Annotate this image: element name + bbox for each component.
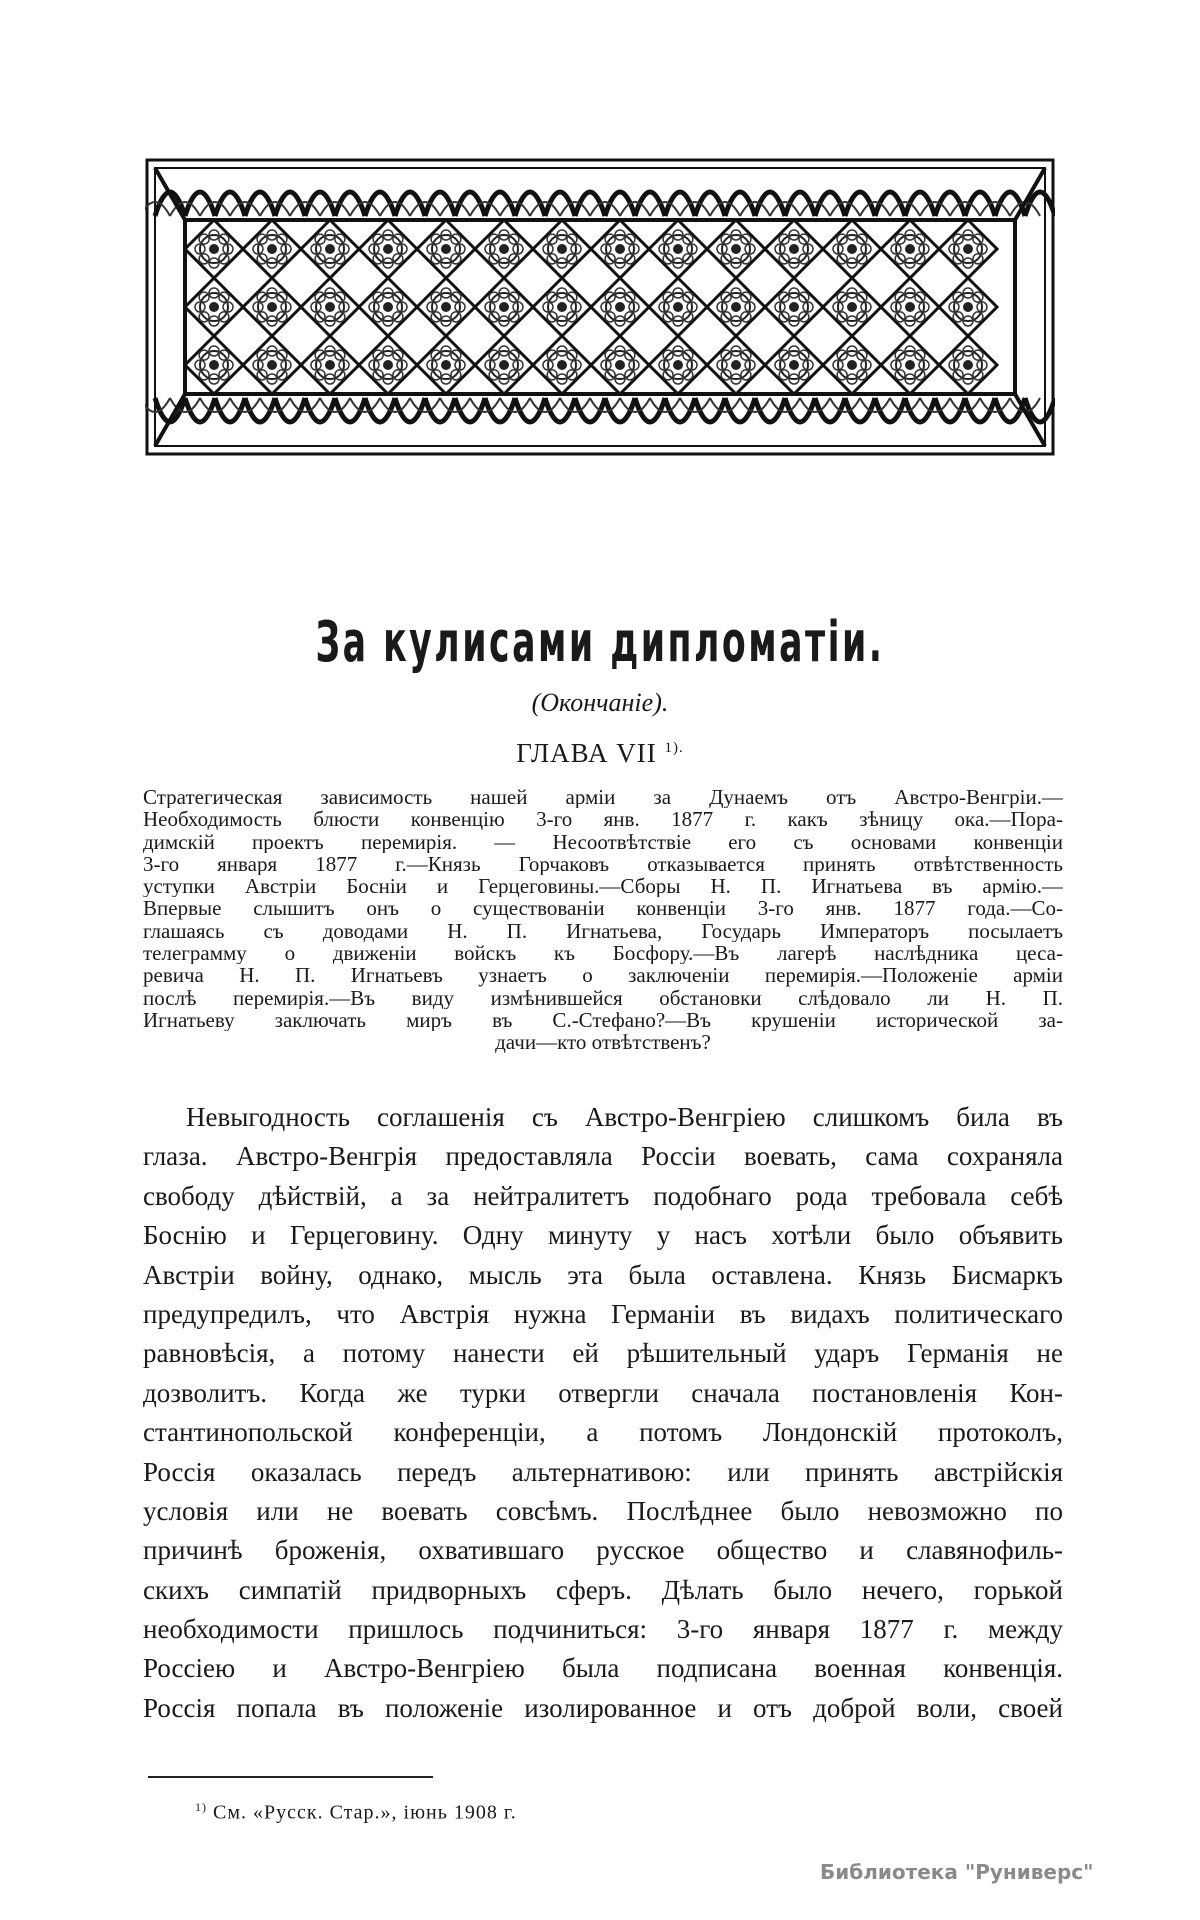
ornament-rosette xyxy=(267,302,277,312)
library-watermark: Библиотека "Руниверс" xyxy=(820,1860,1094,1884)
ornament-rosette xyxy=(325,302,335,312)
summary-line: димскій проектъ перемирія. — Несоотвѣтствіе его съ основами конвенціи xyxy=(143,830,1063,853)
ornament-rosette xyxy=(731,302,741,312)
footnote-reference[interactable]: 1). xyxy=(664,740,684,756)
ornament-rosette xyxy=(615,360,625,370)
ornament-rosette xyxy=(905,302,915,312)
footnote xyxy=(195,1800,517,1825)
ornament-rosette xyxy=(789,302,799,312)
body-line: Австріи войну, однако, мысль эта была оставлена. Князь Бисмаркъ xyxy=(143,1259,1063,1290)
ornament-rosette xyxy=(673,360,683,370)
ornament-rosette xyxy=(209,360,219,370)
ornament-rosette xyxy=(499,360,509,370)
ornament-rosette xyxy=(209,244,219,254)
body-line: скихъ симпатій придворныхъ сферъ. Дѣлать было нечего, горькой xyxy=(143,1574,1063,1605)
body-line: Боснію и Герцеговину. Одну минуту у насъ хотѣли было объявить xyxy=(143,1220,1063,1251)
footnote-text: См. «Русск. Стар.», іюнь 1908 г. xyxy=(213,1801,517,1824)
ornament-rosette xyxy=(673,244,683,254)
article-subtitle: (Окончаніе). xyxy=(531,688,669,717)
ornament-rosette xyxy=(499,302,509,312)
body-line: причинѣ броженія, охватившаго русское общество и славянофиль- xyxy=(143,1535,1063,1566)
ornament-rosette xyxy=(731,244,741,254)
ornament-rosette xyxy=(731,360,741,370)
body-line: стантинопольской конференціи, а потомъ Лондонскій протоколъ, xyxy=(143,1417,1063,1448)
body-line: Россія оказалась передъ альтернативою: или принять австрійскія xyxy=(143,1456,1063,1487)
body-line: равновѣсія, а потому нанести ей рѣшительный ударъ Германія не xyxy=(143,1338,1063,1369)
ornament-rosette xyxy=(209,302,219,312)
summary-line: Стратегическая зависимость нашей арміи за Дунаемъ отъ Австро-Венгріи.— xyxy=(143,786,1063,809)
ornament-rosette xyxy=(557,244,567,254)
body-line: необходимости пришлось подчиниться: 3-го января 1877 г. между xyxy=(143,1614,1063,1645)
ornament-rosette xyxy=(615,244,625,254)
ornament-rosette xyxy=(615,302,625,312)
article-title: За кулисами дипломатіи. xyxy=(315,610,885,675)
ornament-rosette xyxy=(383,244,393,254)
summary-line: Впервые слышитъ онъ о существованіи конвенціи 3-го янв. 1877 года.—Со- xyxy=(143,897,1063,920)
summary-line: телеграмму о движеніи войскъ къ Босфору.—Въ лагерѣ наслѣдника цеса- xyxy=(143,942,1063,965)
ornament-rosette xyxy=(963,302,973,312)
ornament-rosette xyxy=(267,360,277,370)
ornament-rosette xyxy=(963,244,973,254)
body-line: Россія попала въ положеніе изолированное и отъ доброй воли, своей xyxy=(143,1692,1063,1723)
footnote-divider xyxy=(148,1776,433,1778)
body-line: дозволитъ. Когда же турки отвергли сначала постановленія Кон- xyxy=(143,1377,1063,1408)
body-line: Россіею и Австро-Венгріею была подписана военная конвенція. xyxy=(143,1653,1063,1684)
ornament-rosette xyxy=(267,244,277,254)
body-line: условія или не воевать совсѣмъ. Послѣднее было невозможно по xyxy=(143,1495,1063,1526)
ornament-rosette xyxy=(789,360,799,370)
ornament-rosette xyxy=(905,244,915,254)
ornament-rosette xyxy=(789,244,799,254)
body-text xyxy=(143,1098,1063,1728)
ornament-rosette xyxy=(847,360,857,370)
ornament-rosette xyxy=(673,302,683,312)
body-line: предупредилъ, что Австрія нужна Германіи въ видахъ политическаго xyxy=(143,1298,1063,1329)
summary-line: Необходимость блюсти конвенцію 3-го янв. 1877 г. какъ зѣницу ока.—Пора- xyxy=(143,808,1063,831)
ornament-rosette xyxy=(325,360,335,370)
ornament-rosette xyxy=(905,360,915,370)
chapter-summary xyxy=(143,786,1063,1054)
ornament-rosette xyxy=(441,302,451,312)
summary-line: дачи—кто отвѣтственъ? xyxy=(495,1031,711,1054)
ornament-rosette xyxy=(383,302,393,312)
ornament-rosette xyxy=(847,302,857,312)
ornament-rosette xyxy=(441,360,451,370)
chapter-heading xyxy=(0,738,1200,769)
summary-line: уступки Австріи Босніи и Герцеговины.—Сборы Н. П. Игнатьева въ армію.— xyxy=(143,875,1063,898)
ornament-rosette xyxy=(325,244,335,254)
decorative-ornament-header xyxy=(145,158,1055,456)
ornament-rosette xyxy=(847,244,857,254)
summary-line: Игнатьеву заключать миръ въ С.-Стефано?—Въ крушеніи исторической за- xyxy=(143,1008,1063,1032)
body-line: свободу дѣйствій, а за нейтралитетъ подобнаго рода требовала себѣ xyxy=(143,1180,1063,1211)
ornament-rosette xyxy=(557,302,567,312)
chapter-label: ГЛАВА VII xyxy=(516,738,657,768)
body-line: Невыгодность соглашенія съ Австро-Венгріею слишкомъ била въ xyxy=(186,1102,1063,1132)
summary-line: глашаясь съ доводами Н. П. Игнатьева, Государь Императоръ посылаетъ xyxy=(143,919,1063,943)
body-line: глаза. Австро-Венгрія предоставляла Россіи воевать, сама сохраняла xyxy=(143,1141,1063,1172)
ornament-rosette xyxy=(557,360,567,370)
summary-line: ревича Н. П. Игнатьевъ узнаетъ о заключеніи перемирія.—Положеніе арміи xyxy=(143,964,1063,987)
ornament-rosette xyxy=(499,244,509,254)
summary-line: 3-го января 1877 г.—Князь Горчаковъ отказывается принять отвѣтственность xyxy=(143,852,1063,876)
footnote-marker: 1) xyxy=(195,1800,207,1814)
ornament-rosette xyxy=(441,244,451,254)
summary-line: послѣ перемирія.—Въ виду измѣнившейся обстановки слѣдовало ли Н. П. xyxy=(143,986,1063,1009)
ornament-rosette xyxy=(963,360,973,370)
ornament-rosette xyxy=(383,360,393,370)
